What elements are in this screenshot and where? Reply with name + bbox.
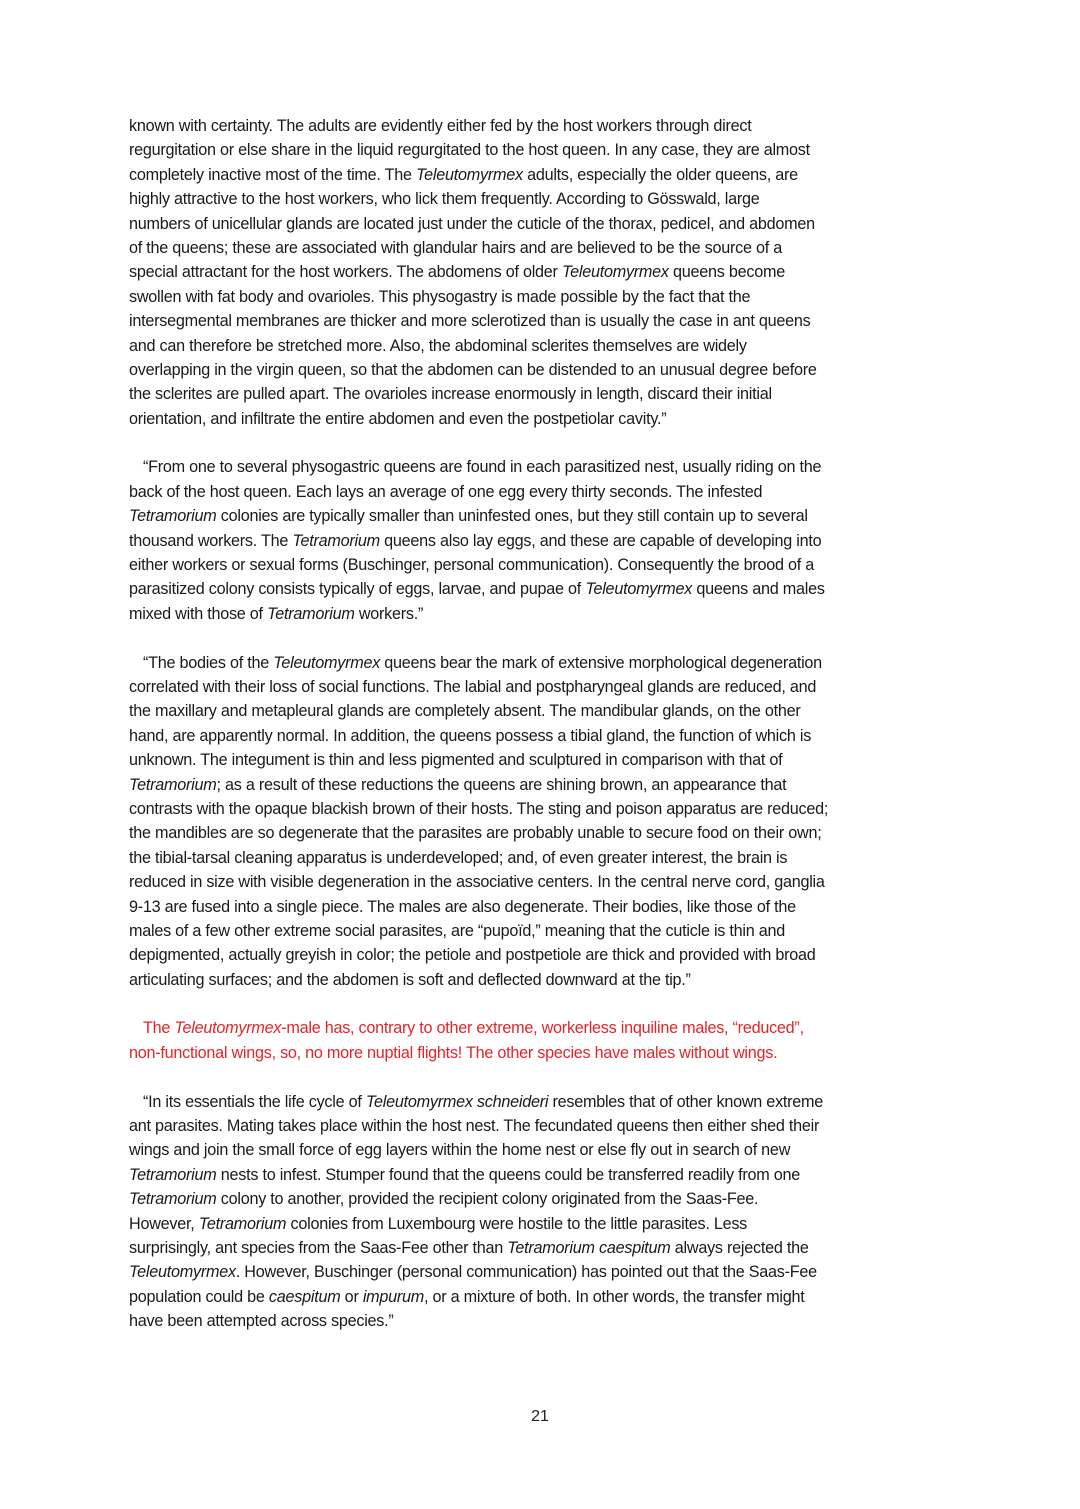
text-run: ant parasites. Mating takes place within the host nest. The fecundated queens then either shed their (129, 1117, 820, 1136)
text-line (129, 504, 959, 528)
text-line (129, 1114, 959, 1138)
text-line (129, 1212, 959, 1236)
text-line (129, 309, 959, 333)
paragraph-life-cycle (129, 1090, 959, 1334)
text-run: regurgitation or else share in the liquid regurgitated to the host queen. In any case, they are almost (129, 141, 810, 160)
text-line (129, 480, 959, 504)
text-line (129, 943, 959, 967)
text-line (129, 602, 959, 626)
text-run: “From one to several physogastric queens are found in each parasitized nest, usually riding on the (143, 458, 822, 477)
paragraph-morphological-degeneration (129, 651, 959, 992)
text-line (129, 455, 959, 479)
paragraph-glandular-attraction (129, 114, 959, 431)
text-run: nests to infest. Stumper found that the queens could be transferred readily from one (216, 1165, 800, 1184)
text-run: intersegmental membranes are thicker and more sclerotized than is usually the case in ant queens (129, 312, 811, 331)
italic-taxon: Teleutomyrmex (561, 263, 669, 282)
text-line (129, 553, 959, 577)
text-line (129, 114, 959, 138)
text-run: parasitized colony consists typically of eggs, larvae, and pupae of (129, 580, 586, 599)
italic-taxon: Teleutomyrmex (585, 580, 693, 599)
text-line (129, 285, 959, 309)
text-run: , or a mixture of both. In other words, the transfer might (424, 1287, 805, 1306)
paragraph-physogastric-queens (129, 455, 959, 626)
text-run: non-functional wings, so, no more nuptial flights! The other species have males without wings. (129, 1043, 778, 1062)
text-run: However, (129, 1214, 199, 1233)
text-run: back of the host queen. Each lays an average of one egg every thirty seconds. The infested (129, 482, 763, 501)
paragraph-gap (129, 626, 959, 650)
text-line (129, 163, 959, 187)
italic-taxon: Teleutomyrmex (416, 165, 523, 184)
text-run: swollen with fat body and ovarioles. This physogastry is made possible by the fact that the (129, 287, 751, 306)
text-run: and can therefore be stretched more. Also, the abdominal sclerites themselves are widely (129, 336, 747, 355)
text-run: orientation, and infiltrate the entire abdomen and even the postpetiolar cavity.” (129, 409, 667, 428)
italic-taxon: caespitum (268, 1287, 341, 1306)
text-run: numbers of unicellular glands are located just under the cuticle of the thorax, pedicel, and abdomen (129, 214, 815, 233)
italic-taxon: Teleutomyrmex schneideri (365, 1092, 549, 1111)
italic-taxon: Teleutomyrmex (273, 653, 381, 672)
italic-taxon: Teleutomyrmex (129, 1263, 236, 1282)
text-line (129, 919, 959, 943)
text-run: 9-13 are fused into a single piece. The males are also degenerate. Their bodies, like those of the (129, 897, 796, 916)
text-line (129, 821, 959, 845)
text-run: -male has, contrary to other extreme, workerless inquiline males, “reduced”, (281, 1019, 804, 1038)
text-run: workers.” (354, 604, 424, 623)
text-run: thousand workers. The (129, 531, 293, 550)
italic-taxon: impurum (362, 1287, 425, 1306)
text-run: mixed with those of (129, 604, 268, 623)
italic-taxon: Tetramorium (267, 604, 355, 623)
text-line (129, 870, 959, 894)
text-line (129, 651, 959, 675)
text-run: queens and males (692, 580, 825, 599)
italic-taxon: Tetramorium (129, 507, 217, 526)
text-run: the maxillary and metapleural glands are completely absent. The mandibular glands, on the other (129, 702, 801, 721)
text-line (129, 699, 959, 723)
text-run: surprisingly, ant species from the Saas-Fee other than (129, 1238, 508, 1257)
text-run: highly attractive to the host workers, who lick them frequently. According to Gösswald, large (129, 190, 760, 209)
text-line (129, 748, 959, 772)
text-line (129, 846, 959, 870)
text-run: population could be (129, 1287, 269, 1306)
text-run: colony to another, provided the recipient colony originated from the Saas-Fee. (216, 1190, 759, 1209)
text-line (129, 577, 959, 601)
text-line (129, 260, 959, 284)
text-run: adults, especially the older queens, are (522, 165, 798, 184)
text-run: unknown. The integument is thin and less pigmented and sculptured in comparison with that of (129, 751, 783, 770)
text-run: . However, Buschinger (personal communication) has pointed out that the Saas-Fee (235, 1263, 817, 1282)
text-run: completely inactive most of the time. The (129, 165, 417, 184)
text-run: overlapping in the virgin queen, so that the abdomen can be distended to an unusual degree before (129, 360, 817, 379)
text-run: or (340, 1287, 363, 1306)
italic-taxon: Tetramorium (198, 1214, 287, 1233)
text-run: colonies are typically smaller than uninfested ones, but they still contain up to several (216, 507, 808, 526)
text-run: resembles that of other known extreme (548, 1092, 824, 1111)
text-run: the sclerites are pulled apart. The ovarioles increase enormously in length, discard their initial (129, 385, 772, 404)
text-line (129, 1309, 959, 1333)
text-run: contrasts with the opaque blackish brown of their hosts. The sting and poison apparatus are reduced; (129, 799, 829, 818)
page-number: 21 (531, 1408, 549, 1425)
text-line (129, 138, 959, 162)
text-run: the mandibles are so degenerate that the parasites are probably unable to secure food on their own; (129, 824, 822, 843)
text-line (129, 1285, 959, 1309)
text-line (129, 407, 959, 431)
text-line (129, 797, 959, 821)
text-run: ; as a result of these reductions the queens are shining brown, an appearance that (216, 775, 787, 794)
text-line (129, 382, 959, 406)
text-run: have been attempted across species.” (129, 1312, 394, 1331)
text-line (129, 1041, 959, 1065)
text-line (129, 358, 959, 382)
italic-taxon: Tetramorium (129, 1165, 217, 1184)
text-line (129, 334, 959, 358)
text-line (129, 1138, 959, 1162)
text-run: reduced in size with visible degeneration in the associative centers. In the central nerve cord, ganglia (129, 873, 825, 892)
text-run: queens also lay eggs, and these are capable of developing into (379, 531, 822, 550)
text-line (129, 236, 959, 260)
text-line (129, 675, 959, 699)
paragraph-gap (129, 1065, 959, 1089)
text-run: hand, are apparently normal. In addition, the queens possess a tibial gland, the function of which is (129, 726, 812, 745)
text-line (129, 1016, 959, 1040)
text-run: males of a few other extreme social parasites, are “pupoïd,” meaning that the cuticle is thin and (129, 921, 785, 940)
paragraph-gap (129, 992, 959, 1016)
text-run: queens bear the mark of extensive morphological degeneration (380, 653, 822, 672)
text-run: colonies from Luxembourg were hostile to the little parasites. Less (286, 1214, 748, 1233)
text-line (129, 1260, 959, 1284)
italic-taxon: Tetramorium (129, 775, 217, 794)
text-run: either workers or sexual forms (Buschinger, personal communication). Consequently the brood of a (129, 556, 815, 575)
text-run: articulating surfaces; and the abdomen is soft and deflected downward at the tip.” (129, 970, 691, 989)
text-run: “The bodies of the (143, 653, 274, 672)
text-line (129, 1236, 959, 1260)
italic-taxon: Tetramorium (129, 1190, 217, 1209)
text-run: wings and join the small force of egg layers within the home nest or else fly out in search of new (129, 1141, 791, 1160)
text-run: the tibial-tarsal cleaning apparatus is underdeveloped; and, of even greater interest, the brain is (129, 848, 788, 867)
italic-taxon: Tetramorium (292, 531, 380, 550)
text-line (129, 1090, 959, 1114)
text-run: queens become (668, 263, 785, 282)
text-line (129, 1187, 959, 1211)
text-run: The (143, 1019, 175, 1038)
text-line (129, 187, 959, 211)
paragraph-gap (129, 431, 959, 455)
text-line (129, 529, 959, 553)
text-line (129, 1163, 959, 1187)
text-run: known with certainty. The adults are evidently either fed by the host workers through direct (129, 117, 752, 135)
text-line (129, 212, 959, 236)
italic-taxon: Tetramorium caespitum (507, 1238, 671, 1257)
text-line (129, 968, 959, 992)
text-run: of the queens; these are associated with glandular hairs and are believed to be the source of a (129, 238, 782, 257)
text-run: special attractant for the host workers. The abdomens of older (129, 263, 562, 282)
document-page (129, 114, 959, 1334)
text-run: depigmented, actually greyish in color; the petiole and postpetiole are thick and provided with broad (129, 946, 816, 965)
paragraph-highlighted-note (129, 1016, 959, 1065)
text-run: always rejected the (670, 1238, 809, 1257)
text-line (129, 773, 959, 797)
italic-taxon: Teleutomyrmex (174, 1019, 282, 1038)
text-line (129, 895, 959, 919)
text-run: “In its essentials the life cycle of (143, 1092, 366, 1111)
text-run: correlated with their loss of social functions. The labial and postpharyngeal glands are reduced, and (129, 677, 817, 696)
text-line (129, 724, 959, 748)
